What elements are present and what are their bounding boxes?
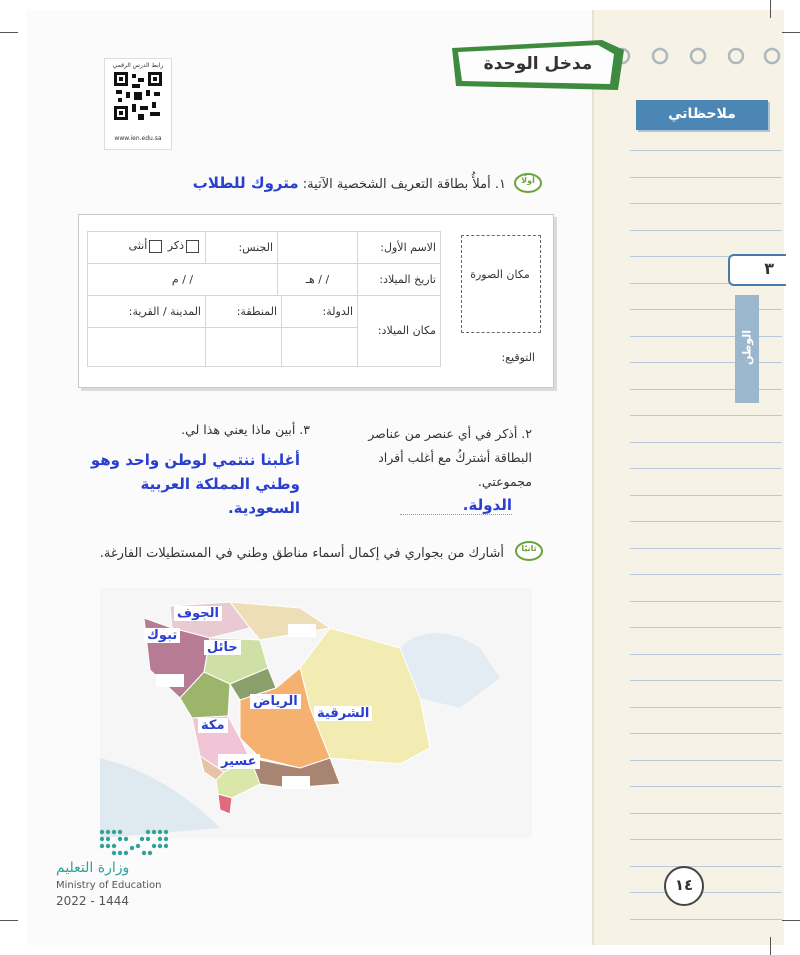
note-line [630, 362, 782, 363]
unit-vertical-tab [735, 295, 759, 403]
note-line [630, 601, 782, 602]
gender-label: الجنس: [205, 231, 278, 264]
q1-answer: متروك للطلاب [192, 174, 299, 192]
male-label: ذكر [167, 239, 184, 252]
signature-label: التوقيع: [501, 351, 535, 364]
country-field[interactable] [281, 327, 358, 367]
region-field[interactable] [205, 327, 282, 367]
city-label: المدينة / القرية: [87, 295, 206, 328]
map-blank-box[interactable] [282, 776, 310, 789]
q1-line [156, 174, 506, 192]
unit-number: ٣ [764, 259, 774, 278]
note-line [630, 415, 782, 416]
badge-first-text: أولًا [521, 176, 535, 185]
country-label: الدولة: [281, 295, 358, 328]
badge-second [514, 540, 544, 562]
note-line [630, 786, 782, 787]
crop-mark [770, 0, 771, 18]
note-line [630, 680, 782, 681]
note-line [630, 839, 782, 840]
note-line [630, 495, 782, 496]
note-line [630, 177, 782, 178]
binder-rings [612, 46, 782, 66]
note-line [630, 309, 782, 310]
id-card [78, 214, 554, 388]
q2-answer-wrap [400, 496, 512, 515]
birth-place-label: مكان الميلاد: [357, 295, 441, 367]
note-line [630, 442, 782, 443]
map-label-asir: عسير [218, 754, 260, 769]
note-line [630, 468, 782, 469]
q3-answer: أغلبنا ننتمي لوطن واحد وهو وطني المملكة العربية السعودية. [90, 451, 300, 517]
first-name-label: الاسم الأول: [357, 231, 441, 264]
map-label-eastern: الشرقية [314, 706, 372, 721]
photo-label: مكان الصورة [470, 268, 530, 281]
ministry-logo-icon [56, 826, 176, 860]
birth-date-greg[interactable]: / / م [87, 263, 278, 296]
qr-block[interactable] [104, 58, 172, 150]
note-line [630, 521, 782, 522]
note-line [630, 627, 782, 628]
map-blank-box[interactable] [288, 624, 316, 637]
q2-prompt: ٢. أذكر في أي عنصر من عناصر البطاقة أشتركُ مع أغلب أفراد مجموعتي. [368, 426, 532, 489]
birth-date-label: تاريخ الميلاد: [357, 263, 441, 296]
page-number-badge [664, 866, 704, 906]
note-line [630, 707, 782, 708]
note-line [630, 919, 782, 920]
map-blank-box[interactable] [156, 674, 184, 687]
page-number: ١٤ [674, 876, 694, 894]
notes-label-tab [636, 100, 768, 130]
note-line [630, 760, 782, 761]
note-line [630, 548, 782, 549]
note-line [630, 813, 782, 814]
qr-code-icon [114, 72, 162, 120]
first-name-field[interactable] [277, 231, 358, 264]
map-label-makkah: مكة [198, 718, 228, 733]
notes-label: ملاحظاتي [668, 106, 736, 122]
saudi-map [100, 588, 532, 838]
city-field[interactable] [87, 327, 206, 367]
unit-number-tab [728, 254, 786, 286]
note-line [630, 892, 782, 893]
q2-answer: الدولة. [462, 496, 512, 514]
female-checkbox[interactable] [149, 240, 162, 253]
note-line [630, 733, 782, 734]
note-line [630, 336, 782, 337]
ministry-name-en: Ministry of Education [56, 880, 162, 891]
birth-date-hijri[interactable]: / / هـ [277, 263, 358, 296]
male-checkbox[interactable] [186, 240, 199, 253]
map-label-tabuk: تبوك [144, 628, 180, 643]
gender-options [87, 231, 206, 264]
crop-mark [770, 937, 771, 955]
note-line [630, 866, 782, 867]
qr-url: www.ien.edu.sa [114, 135, 162, 142]
crop-mark [0, 32, 18, 33]
unit-vertical-label: الوطن [740, 329, 754, 366]
unit-intro-banner [452, 40, 624, 90]
note-line [630, 574, 782, 575]
q4-prompt: أشارك من بجواري في إكمال أسماء مناطق وطني في المستطيلات الفارغة. [99, 546, 504, 561]
edition-year: 2022 - 1444 [56, 894, 130, 908]
crop-mark [782, 32, 800, 33]
badge-first [513, 172, 543, 194]
crop-mark [0, 920, 18, 921]
ministry-name-ar: وزارة التعليم [56, 860, 130, 876]
note-line [630, 389, 782, 390]
map-label-riyadh: الرياض [250, 694, 301, 709]
map-label-hail: حائل [204, 640, 241, 655]
note-line [630, 150, 782, 151]
q1-prompt: ١. أملأُ بطاقة التعريف الشخصية الآتية: [302, 177, 506, 192]
map-label-jouf: الجوف [174, 606, 222, 621]
female-label: أنثى [128, 239, 148, 252]
qr-caption: رابط الدرس الرقمي [112, 62, 164, 69]
unit-intro-title: مدخل الوحدة [483, 54, 593, 74]
badge-second-text: ثانيًا [521, 544, 537, 553]
q3-prompt: ٣. أبين ماذا يعني هذا لي. [181, 422, 310, 437]
crop-mark [782, 920, 800, 921]
note-line [630, 203, 782, 204]
rings-icon [612, 46, 782, 66]
ministry-logo [56, 826, 176, 860]
region-label: المنطقة: [205, 295, 282, 328]
note-line [630, 230, 782, 231]
note-line [630, 654, 782, 655]
